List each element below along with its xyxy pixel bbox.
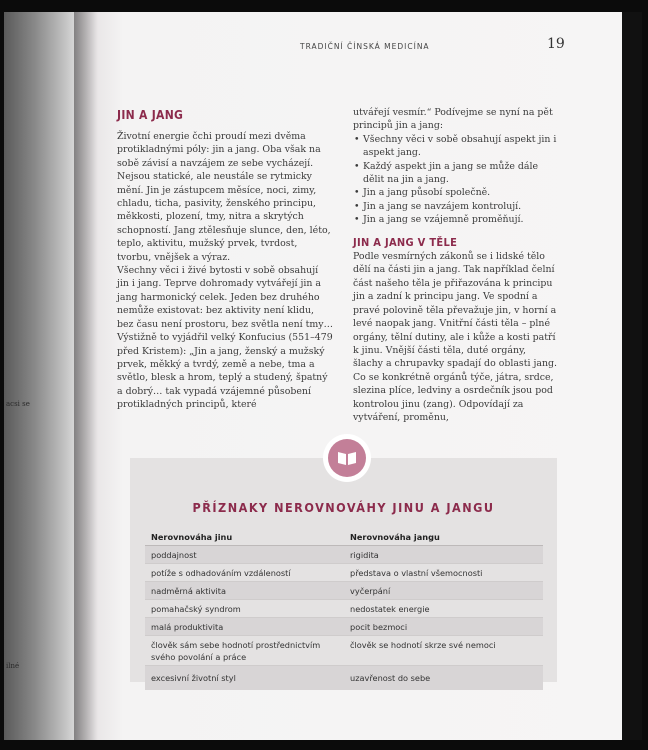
table-cell: nadměrná aktivita: [151, 585, 227, 596]
list-item: • Jin a jang se vzájemně proměňují.: [353, 213, 558, 226]
column-left: [117, 130, 333, 412]
open-book-icon: [336, 449, 358, 467]
table-row: [145, 636, 543, 666]
facing-page-fragment: ilné: [6, 662, 20, 670]
paragraph: Podle vesmírných zákonů se i lidské tělo dělí na části jin a jang. Tak například čelní část našeho těla je přiřazována k principu jin a zadní k principu jang. Ve spodní a pravé polovině těla převažuje jin, v horní a levé naopak jang. Vnitřní části těla – plné orgány, tělní dutiny, ale i kůže a kosti patří k jinu. Vnější části těla, duté orgány, šlachy a chrupavky spadají do oblasti jang. Co se konkrétně orgánů týče, játra, srdce, slezina plíce, ledviny a osrdečník jsou pod kontrolou jinu (zang). Odpovídají za vytváření, proměnu,: [353, 251, 557, 423]
paragraph: Životní energie čchi proudí mezi dvěma protikladnými póly: jin a jang. Oba však na sobě závisí a navzájem ze sebe vycházejí. Nejsou statické, ale neustále se rytmicky mění. Jin je zástupcem měsíce, noci, zimy, chladu, ticha, pasivity, ženského principu, měkkosti, plození, tmy, nitra a skrytých schopností. Jang ztělesňuje slunce, den, léto, teplo, aktivitu, mužský prvek, tvrdost, tvorbu, vnějšek a výraz.: [117, 131, 331, 263]
section-heading-jin-a-jang: JIN A JANG: [117, 108, 184, 122]
table-cell: člověk sám sebe hodnotí prostřednictvím svého povolání a práce: [151, 639, 321, 662]
book-edge: [622, 12, 642, 740]
table-cell: představa o vlastní všemocnosti: [350, 567, 483, 578]
paragraph: utvářejí vesmír.“ Podívejme se nyní na pět principů jin a jang:: [353, 107, 553, 132]
table-row: [145, 666, 543, 690]
table-cell: potíže s odhadováním vzdáleností: [151, 567, 291, 578]
table-cell: vyčerpání: [350, 585, 391, 596]
page-gutter-shadow: [74, 12, 98, 740]
table-cell: uzavřenost do sebe: [350, 673, 431, 683]
facing-page-edge: [4, 12, 74, 740]
table-header-row: [145, 528, 543, 546]
table-cell: rigidita: [350, 549, 379, 560]
table-cell: pocit bezmoci: [350, 621, 408, 632]
section-heading-jin-a-jang-v-tele: JIN A JANG V TĚLE: [353, 235, 458, 249]
info-box-title: PŘÍZNAKY NEROVNOVÁHY JINU A JANGU: [192, 500, 495, 515]
info-box-badge: [323, 434, 371, 482]
table-cell: excesivní životní styl: [151, 673, 236, 683]
principles-list: [353, 133, 558, 227]
list-item: • Jin a jang působí společně.: [353, 186, 558, 199]
table-row: [145, 600, 543, 618]
list-item: • Jin a jang se navzájem kontrolují.: [353, 200, 558, 213]
running-head: TRADIČNÍ ČÍNSKÁ MEDICÍNA: [300, 42, 430, 51]
table-row: [145, 546, 543, 564]
table-cell: malá produktivita: [151, 621, 224, 632]
list-item: • Každý aspekt jin a jang se může dále dělit na jin a jang.: [353, 160, 558, 187]
table-cell: nedostatek energie: [350, 603, 430, 614]
column-right: [353, 106, 558, 424]
table-row: [145, 582, 543, 600]
table-row: [145, 564, 543, 582]
table-cell: člověk se hodnotí skrze své nemoci: [350, 639, 496, 650]
table-cell: pomahačský syndrom: [151, 603, 241, 614]
list-item: • Všechny věci v sobě obsahují aspekt jin i aspekt jang.: [353, 133, 558, 160]
table-cell: poddajnost: [151, 549, 197, 560]
column-header: Nerovnováha jangu: [350, 531, 440, 542]
paragraph: Všechny věci i živé bytosti v sobě obsahují jin i jang. Teprve dohromady vytvářejí jin a jang harmonický celek. Jeden bez druhého nemůže existovat: bez aktivity není klidu, bez času není prostoru, bez světla není tmy… Výstižně to vyjádřil velký Konfucius (551–479 před Kristem): „Jin a jang, ženský a mužský prvek, měkký a tvrdý, země a nebe, tma a světlo, blesk a hrom, teplý a studený, špatný a dobrý… tak vypadá vzájemné působení protikladných principů, které: [117, 265, 333, 411]
column-header: Nerovnováha jinu: [151, 531, 233, 542]
page-number: 19: [547, 36, 565, 52]
symptoms-table: [145, 528, 543, 690]
table-row: [145, 618, 543, 636]
facing-page-fragment: acsi se: [6, 400, 30, 408]
